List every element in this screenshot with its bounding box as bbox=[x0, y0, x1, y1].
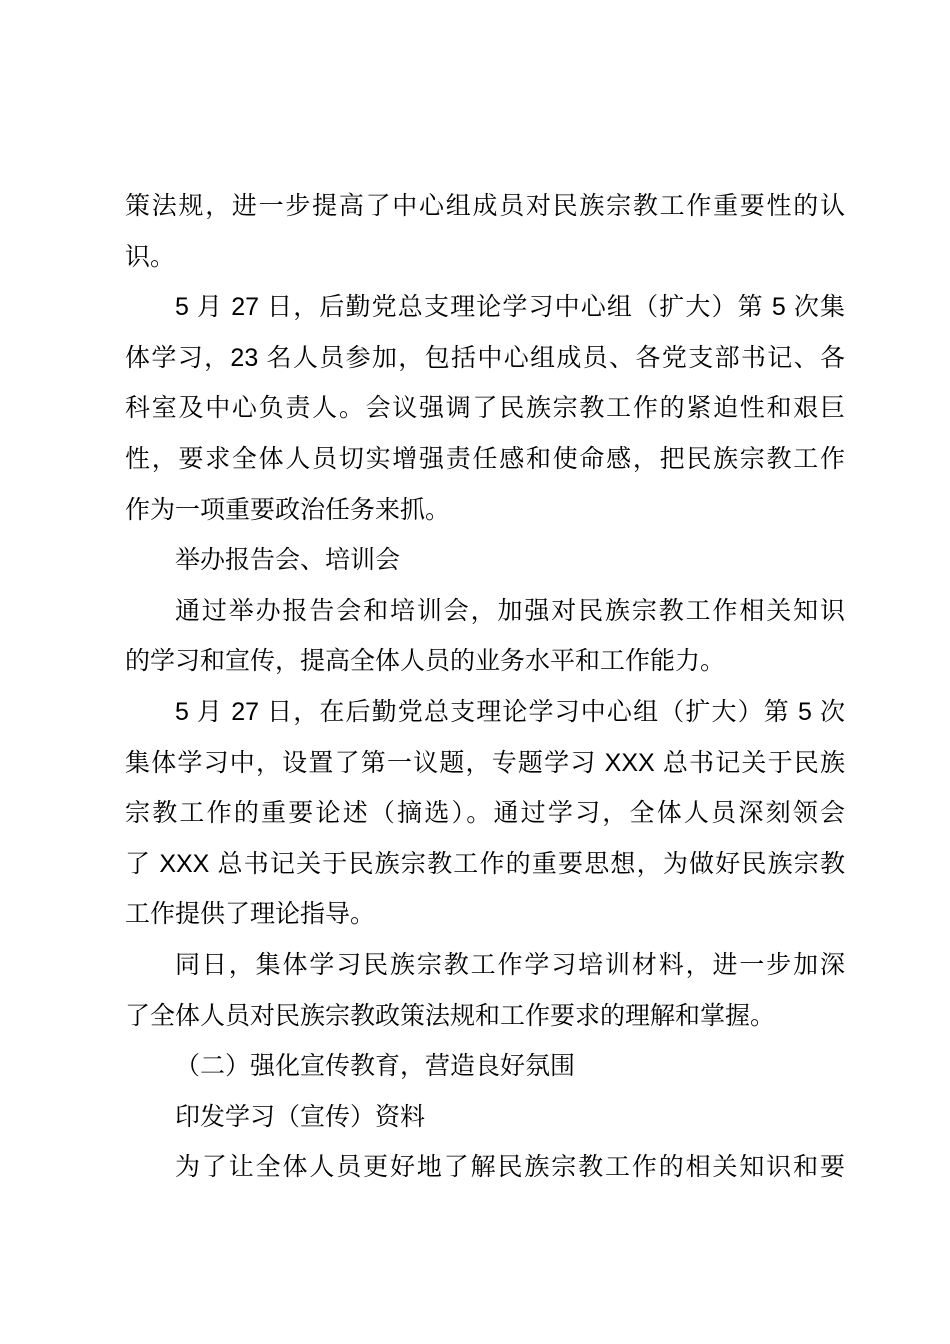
text-line: 工作提供了理论指导。 bbox=[125, 900, 376, 929]
text-line: 作为一项重要政治任务来抓。 bbox=[125, 495, 451, 524]
text-line: 的学习和宣传，提高全体人员的业务水平和工作能力。 bbox=[125, 647, 726, 676]
text-line: 了 XXX 总书记关于民族宗教工作的重要思想，为做好民族宗教 bbox=[125, 849, 845, 878]
text-line: 性，要求全体人员切实增强责任感和使命感，把民族宗教工作 bbox=[125, 444, 845, 473]
text-line: （二）强化宣传教育，营造良好氛围 bbox=[175, 1052, 576, 1081]
text-line: 集体学习中，设置了第一议题，专题学习 XXX 总书记关于民族 bbox=[125, 748, 845, 777]
text-line: 了全体人员对民族宗教政策法规和工作要求的理解和掌握。 bbox=[125, 1001, 776, 1030]
text-line: 宗教工作的重要论述（摘选）。通过学习，全体人员深刻领会 bbox=[125, 799, 845, 828]
text-line: 识。 bbox=[125, 242, 176, 271]
text-line: 通过举办报告会和培训会，加强对民族宗教工作相关知识 bbox=[175, 596, 845, 625]
text-line: 体学习，23 名人员参加，包括中心组成员、各党支部书记、各 bbox=[125, 343, 845, 372]
text-line: 策法规，进一步提高了中心组成员对民族宗教工作重要性的认 bbox=[125, 192, 845, 220]
text-line: 举办报告会、培训会 bbox=[175, 546, 401, 575]
text-line: 为了让全体人员更好地了解民族宗教工作的相关知识和要 bbox=[175, 1153, 845, 1182]
text-line: 印发学习（宣传）资料 bbox=[175, 1102, 426, 1131]
text-line: 同日，集体学习民族宗教工作学习培训材料，进一步加深 bbox=[175, 950, 845, 979]
text-line: 5 月 27 日，在后勤党总支理论学习中心组（扩大）第 5 次 bbox=[175, 697, 845, 726]
text-line: 科室及中心负责人。会议强调了民族宗教工作的紧迫性和艰巨 bbox=[125, 394, 845, 423]
text-line: 5 月 27 日，后勤党总支理论学习中心组（扩大）第 5 次集 bbox=[175, 293, 845, 322]
document-text-block bbox=[125, 181, 845, 1193]
